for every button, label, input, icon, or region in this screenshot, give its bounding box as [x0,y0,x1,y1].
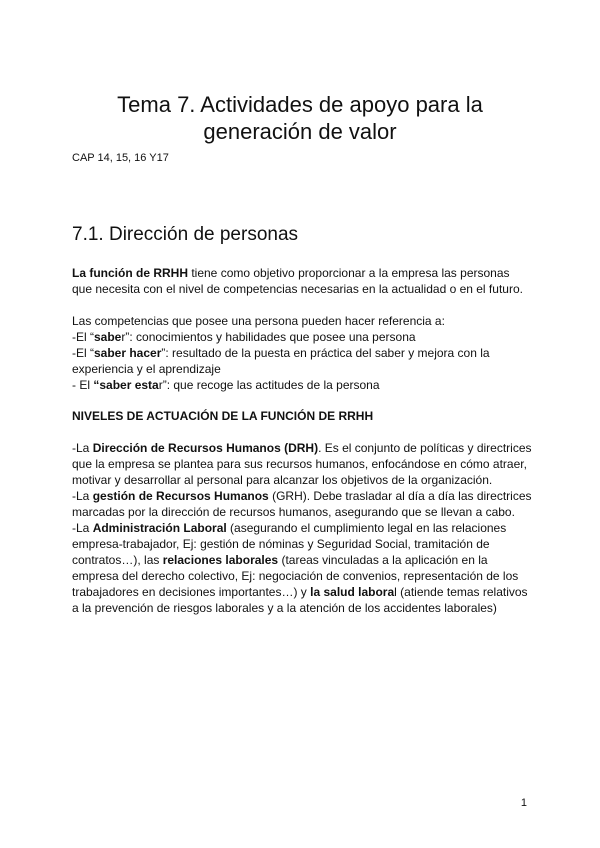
estar-bold: “saber esta [93,378,159,392]
document-title: Tema 7. Actividades de apoyo para la generación de valor [117,92,483,144]
competencia-saber-hacer [72,345,532,377]
competencias-lead: Las competencias que posee una persona pueden hacer referencia a: [72,314,445,328]
competencia-saber [72,329,532,345]
saber-prefix: -El “ [72,330,94,344]
admin-text-3: l (atiende temas relativos a la prevención de riesgos laborales y a la atención de los accidentes laborales) [72,585,528,615]
intro-bold: La función de RRHH [72,266,188,280]
intro-paragraph [72,265,532,297]
hacer-bold: saber hacer [94,346,162,360]
niveles-block [72,440,532,616]
saber-text: r”: conocimientos y habilidades que posee una persona [121,330,416,344]
hacer-text: ”: resultado de la puesta en práctica del saber y mejora con la experiencia y el aprendizaje [72,346,490,376]
section-heading: 7.1. Dirección de personas [72,224,299,245]
grh-text: (GRH). Debe trasladar al día a día las directrices marcadas por la dirección de recursos humanos, asegurando que se llevan a cabo. [72,489,532,519]
grh-bold: gestión de Recursos Humanos [92,489,269,503]
intro-text: tiene como objetivo proporcionar a la empresa las personas que necesita con el nivel de competencias necesarias en la actualidad o en el futuro. [72,266,523,296]
drh-bold: Dirección de Recursos Humanos (DRH) [92,441,319,455]
admin-text-2: (tareas vinculadas a la aplicación en la empresa del derecho colectivo, Ej: negociación de convenios, representación de los trabajadores en decisiones importantes…) y [72,553,519,599]
niveles-heading: NIVELES DE ACTUACIÓN DE LA FUNCIÓN DE RRHH [72,409,374,423]
drh-paragraph [72,440,532,488]
hacer-prefix: -El “ [72,346,94,360]
saber-bold: sabe [94,330,122,344]
chapters-reference: CAP 14, 15, 16 Y17 [72,152,169,164]
estar-prefix: - El [72,378,94,392]
competencia-saber-estar [72,377,532,393]
drh-text: . Es el conjunto de políticas y directrices que la empresa se plantea para sus recursos humanos, enfocándose en cómo atraer, motivar y desarrollar al personal para alcanzar los objetivos de la organización. [72,441,532,487]
admin-text-1: (asegurando el cumplimiento legal en las relaciones empresa-trabajador, Ej: gestión de nóminas y Seguridad Social, tramitación de contratos…), las [72,521,507,567]
drh-prefix: -La [72,441,93,455]
admin-paragraph [72,520,532,616]
competencias-block [72,313,532,393]
page-number: 1 [520,797,527,809]
grh-prefix: -La [72,489,93,503]
estar-text: r”: que recoge las actitudes de la persona [158,378,380,392]
admin-prefix: -La [72,521,93,535]
admin-bold-1: Administración Laboral [92,521,227,535]
admin-bold-2: relaciones laborales [162,553,279,567]
grh-paragraph [72,488,532,520]
admin-bold-3: la salud labora [310,585,395,599]
